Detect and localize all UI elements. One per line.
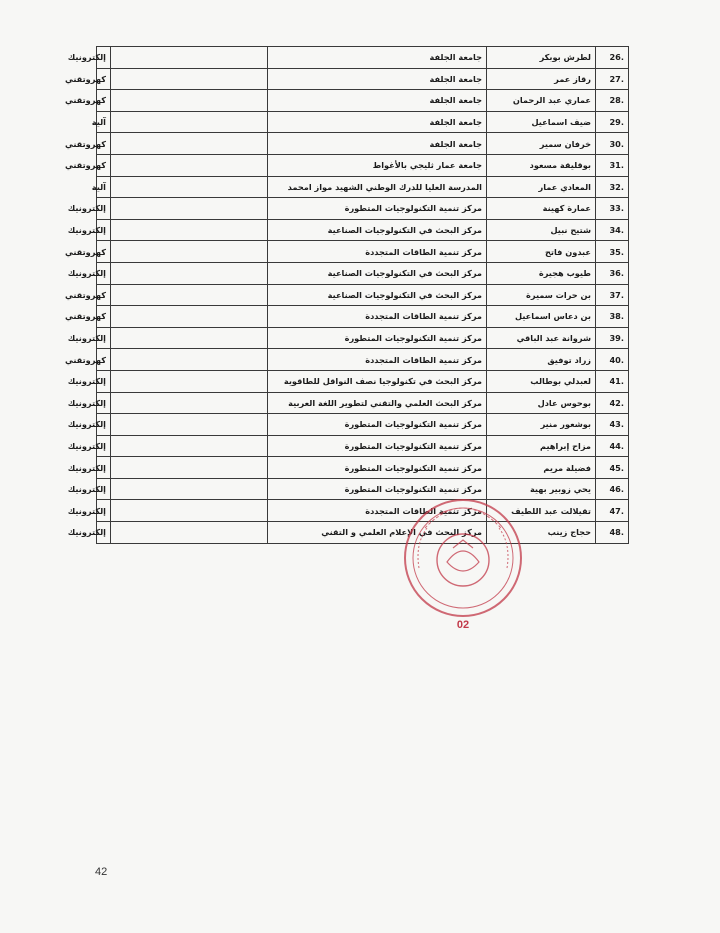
institution: المدرسة العليا للدرك الوطني الشهيد مواز امحمد (268, 176, 487, 198)
field-cell (111, 284, 268, 306)
field-cell (111, 241, 268, 263)
table-row (97, 68, 629, 90)
row-number: .47 (596, 500, 629, 522)
person-name: بن دعاس اسماعيل (487, 306, 596, 328)
row-number: .26 (596, 47, 629, 69)
institution: مركز تنمية التكنولوجيات المتطورة (268, 478, 487, 500)
specialty: كهروتقني (97, 306, 111, 328)
table-row (97, 241, 629, 263)
person-name: فضيلة مريم (487, 457, 596, 479)
table-row (97, 176, 629, 198)
row-number: .36 (596, 262, 629, 284)
person-name: المعادي عمار (487, 176, 596, 198)
row-number: .30 (596, 133, 629, 155)
institution: مركز البحث في التكنولوجيات الصناعية (268, 262, 487, 284)
row-number: .41 (596, 370, 629, 392)
field-cell (111, 349, 268, 371)
table-row (97, 500, 629, 522)
institution: مركز تنمية التكنولوجيات المتطورة (268, 198, 487, 220)
specialty: كهروتقني (97, 90, 111, 112)
specialty: كهروتقني (97, 154, 111, 176)
specialty: إلكترونيك (97, 392, 111, 414)
person-name: عمارة كهينة (487, 198, 596, 220)
institution: جامعة الجلفة (268, 111, 487, 133)
institution: مركز تنمية التكنولوجيات المتطورة (268, 327, 487, 349)
row-number: .39 (596, 327, 629, 349)
field-cell (111, 457, 268, 479)
row-number: .46 (596, 478, 629, 500)
specialty: كهروتقني (97, 241, 111, 263)
person-name: بوشعور منير (487, 414, 596, 436)
person-name: مزاح إبراهيم (487, 435, 596, 457)
specialty: إلكترونيك (97, 478, 111, 500)
row-number: .44 (596, 435, 629, 457)
specialty: كهروتقني (97, 133, 111, 155)
institution: جامعة الجلفة (268, 47, 487, 69)
table-row (97, 154, 629, 176)
specialty: إلكترونيك (97, 522, 111, 544)
field-cell (111, 414, 268, 436)
field-cell (111, 176, 268, 198)
row-number: .37 (596, 284, 629, 306)
stamp-number: 02 (456, 619, 470, 631)
person-name: ضيف اسماعيل (487, 111, 596, 133)
institution: مركز البحث العلمي والتقني لتطوير اللغة العربية (268, 392, 487, 414)
field-cell (111, 500, 268, 522)
specialty: إلكترونيك (97, 414, 111, 436)
field-cell (111, 370, 268, 392)
person-name: يحي زوبير بهية (487, 478, 596, 500)
table-row (97, 262, 629, 284)
field-cell (111, 219, 268, 241)
field-cell (111, 47, 268, 69)
row-number: .42 (596, 392, 629, 414)
field-cell (111, 90, 268, 112)
person-name: طيوب هجيرة (487, 262, 596, 284)
table-row (97, 435, 629, 457)
researchers-table (65, 46, 629, 544)
institution: مركز تنمية التكنولوجيات المتطورة (268, 435, 487, 457)
specialty: آلية (97, 111, 111, 133)
field-cell (111, 262, 268, 284)
person-name: خرفان سمير (487, 133, 596, 155)
person-name: عماري عبد الرحمان (487, 90, 596, 112)
row-number: .28 (596, 90, 629, 112)
table-body (65, 47, 629, 544)
institution: مركز البحث في التكنولوجيات الصناعية (268, 284, 487, 306)
field-cell (111, 154, 268, 176)
specialty: إلكترونيك (97, 370, 111, 392)
row-number: .45 (596, 457, 629, 479)
field-cell (111, 435, 268, 457)
institution: مركز تنمية الطاقات المتجددة (268, 241, 487, 263)
table-row (97, 306, 629, 328)
person-name: شروانة عبد الباقي (487, 327, 596, 349)
institution: جامعة عمار ثليجي بالأغواط (268, 154, 487, 176)
table-row (97, 133, 629, 155)
field-cell (111, 133, 268, 155)
person-name: عبدون فاتح (487, 241, 596, 263)
field-cell (111, 522, 268, 544)
specialty: إلكترونيك (97, 219, 111, 241)
field-cell (111, 392, 268, 414)
table-row (97, 198, 629, 220)
institution: مركز تنمية الطاقات المتجددة (268, 500, 487, 522)
table-row (97, 414, 629, 436)
row-number: .32 (596, 176, 629, 198)
table-row (97, 392, 629, 414)
specialty: كهروتقني (97, 349, 111, 371)
field-cell (111, 478, 268, 500)
row-number: .34 (596, 219, 629, 241)
specialty: إلكترونيك (97, 500, 111, 522)
institution: مركز تنمية الطاقات المتجددة (268, 349, 487, 371)
specialty: إلكترونيك (97, 435, 111, 457)
table-row (97, 522, 629, 544)
table-row (97, 111, 629, 133)
row-number: .43 (596, 414, 629, 436)
specialty: إلكترونيك (97, 198, 111, 220)
table-row (97, 90, 629, 112)
person-name: لعبدلي بوطالب (487, 370, 596, 392)
table-row (97, 219, 629, 241)
row-number: .48 (596, 522, 629, 544)
field-cell (111, 68, 268, 90)
table-row (97, 284, 629, 306)
specialty: إلكترونيك (97, 327, 111, 349)
person-name: شتيح نبيل (487, 219, 596, 241)
institution: جامعة الجلفة (268, 68, 487, 90)
institution: مركز البحث في تكنولوجيا نصف النواقل للطاقوية (268, 370, 487, 392)
specialty: آلية (97, 176, 111, 198)
row-number: .29 (596, 111, 629, 133)
person-name: زراد توفيق (487, 349, 596, 371)
specialty: كهروتقني (97, 284, 111, 306)
specialty: إلكترونيك (97, 262, 111, 284)
person-name: بن حرات سميرة (487, 284, 596, 306)
institution: جامعة الجلفة (268, 90, 487, 112)
institution: مركز تنمية التكنولوجيات المتطورة (268, 414, 487, 436)
specialty: إلكترونيك (97, 47, 111, 69)
row-number: .27 (596, 68, 629, 90)
person-name: بوحوس عادل (487, 392, 596, 414)
person-name: بوقليقة مسعود (487, 154, 596, 176)
table-row (97, 47, 629, 69)
page-number: 42 (95, 866, 108, 878)
institution: مركز البحث في التكنولوجيات الصناعية (268, 219, 487, 241)
institution: مركز البحث في الإعلام العلمي و التقني (268, 522, 487, 544)
row-number: .40 (596, 349, 629, 371)
row-number: .38 (596, 306, 629, 328)
row-number: .33 (596, 198, 629, 220)
person-name: رقاز عمر (487, 68, 596, 90)
person-name: لطرش بوبكر (487, 47, 596, 69)
specialty: إلكترونيك (97, 457, 111, 479)
field-cell (111, 306, 268, 328)
table-row (97, 370, 629, 392)
institution: مركز تنمية التكنولوجيات المتطورة (268, 457, 487, 479)
table-row (97, 478, 629, 500)
field-cell (111, 327, 268, 349)
table-row (97, 327, 629, 349)
person-name: تقيلالت عبد اللطيف (487, 500, 596, 522)
row-number: .31 (596, 154, 629, 176)
institution: مركز تنمية الطاقات المتجددة (268, 306, 487, 328)
table-row (97, 457, 629, 479)
row-number: .35 (596, 241, 629, 263)
field-cell (111, 111, 268, 133)
institution: جامعة الجلفة (268, 133, 487, 155)
field-cell (111, 198, 268, 220)
person-name: حجاج زينب (487, 522, 596, 544)
specialty: كهروتقني (97, 68, 111, 90)
table-row (97, 349, 629, 371)
